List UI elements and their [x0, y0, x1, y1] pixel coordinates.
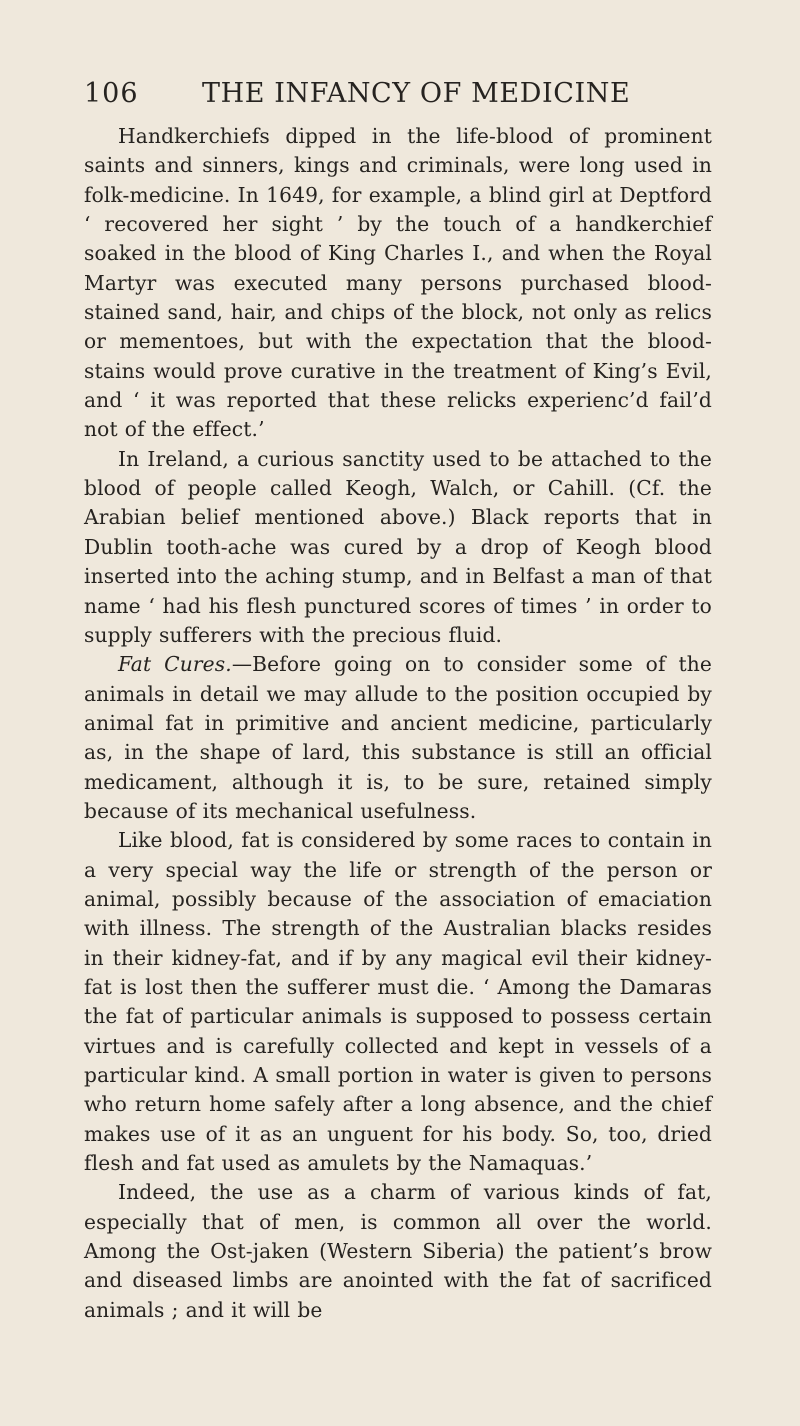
page-number: 106 [84, 78, 139, 109]
running-head [84, 78, 716, 118]
paragraph-ireland [84, 445, 712, 650]
paragraph-text: —Before going on to consider some of the animals in detail we may allude to the position occupied by animal fat in primitive and ancient medicine, particularly as, in the shape of lard, this substance is still an official medicament, although it is, to be sure, retained simply because of its mechanical usefulness. [84, 652, 712, 823]
paragraph-handkerchiefs [84, 122, 712, 445]
paragraph-text: Indeed, the use as a charm of various kinds of fat, especially that of men, is common all over the world. Among the Ost-jaken (Western Siberia) the patient’s brow and diseased limbs are anointed with the fat of sacrificed animals ; and it will be [84, 1180, 712, 1322]
paragraph-text: In Ireland, a curious sanctity used to be attached to the blood of people called Keogh, Walch, or Cahill. (Cf. the Arabian belief mentioned above.) Black reports that in Dublin tooth-ache was cured by a drop of Keogh blood inserted into the aching stump, and in Belfast a man of that name ‘ had his flesh punctured scores of times ’ in order to supply sufferers with the precious fluid. [84, 446, 712, 647]
paragraph-text: Like blood, fat is considered by some races to contain in a very special way the life or strength of the person or animal, possibly because of the association of emaciation with illness. The strength of the Australian blacks resides in their kidney-fat, and if by any magical evil their kidney-fat is lost then the sufferer must die. ‘ Among the Damaras the fat of particular animals is supposed to possess certain virtues and is carefully collected and kept in vessels of a particular kind. A small portion in water is given to persons who return home safely after a long absence, and the chief makes use of it as an unguent for his body. So, too, dried flesh and fat used as amulets by the Namaquas.’ [84, 828, 712, 1176]
running-title: THE INFANCY OF MEDICINE [202, 78, 631, 109]
section-heading: Fat Cures. [118, 652, 232, 677]
paragraph-text: Handkerchiefs dipped in the life-blood of prominent saints and sinners, kings and criminals, were long used in folk-medicine. In 1649, for example, a blind girl at Deptford ‘ recovered her sight ’ by the touch of a handkerchief soaked in the blood of King Charles I., and when the Royal Martyr was executed many persons purchased blood-stained sand, hair, and chips of the block, not only as relics or mementoes, but with the expectation that the blood-stains would prove curative in the treatment of King’s Evil, and ‘ it was reported that these relicks experienc’d fail’d not of the effect.’ [84, 124, 712, 442]
paragraph-charm [84, 1178, 712, 1325]
paragraph-like-blood [84, 826, 712, 1178]
body-text [84, 122, 712, 1325]
paragraph-fat-cures [84, 650, 712, 826]
